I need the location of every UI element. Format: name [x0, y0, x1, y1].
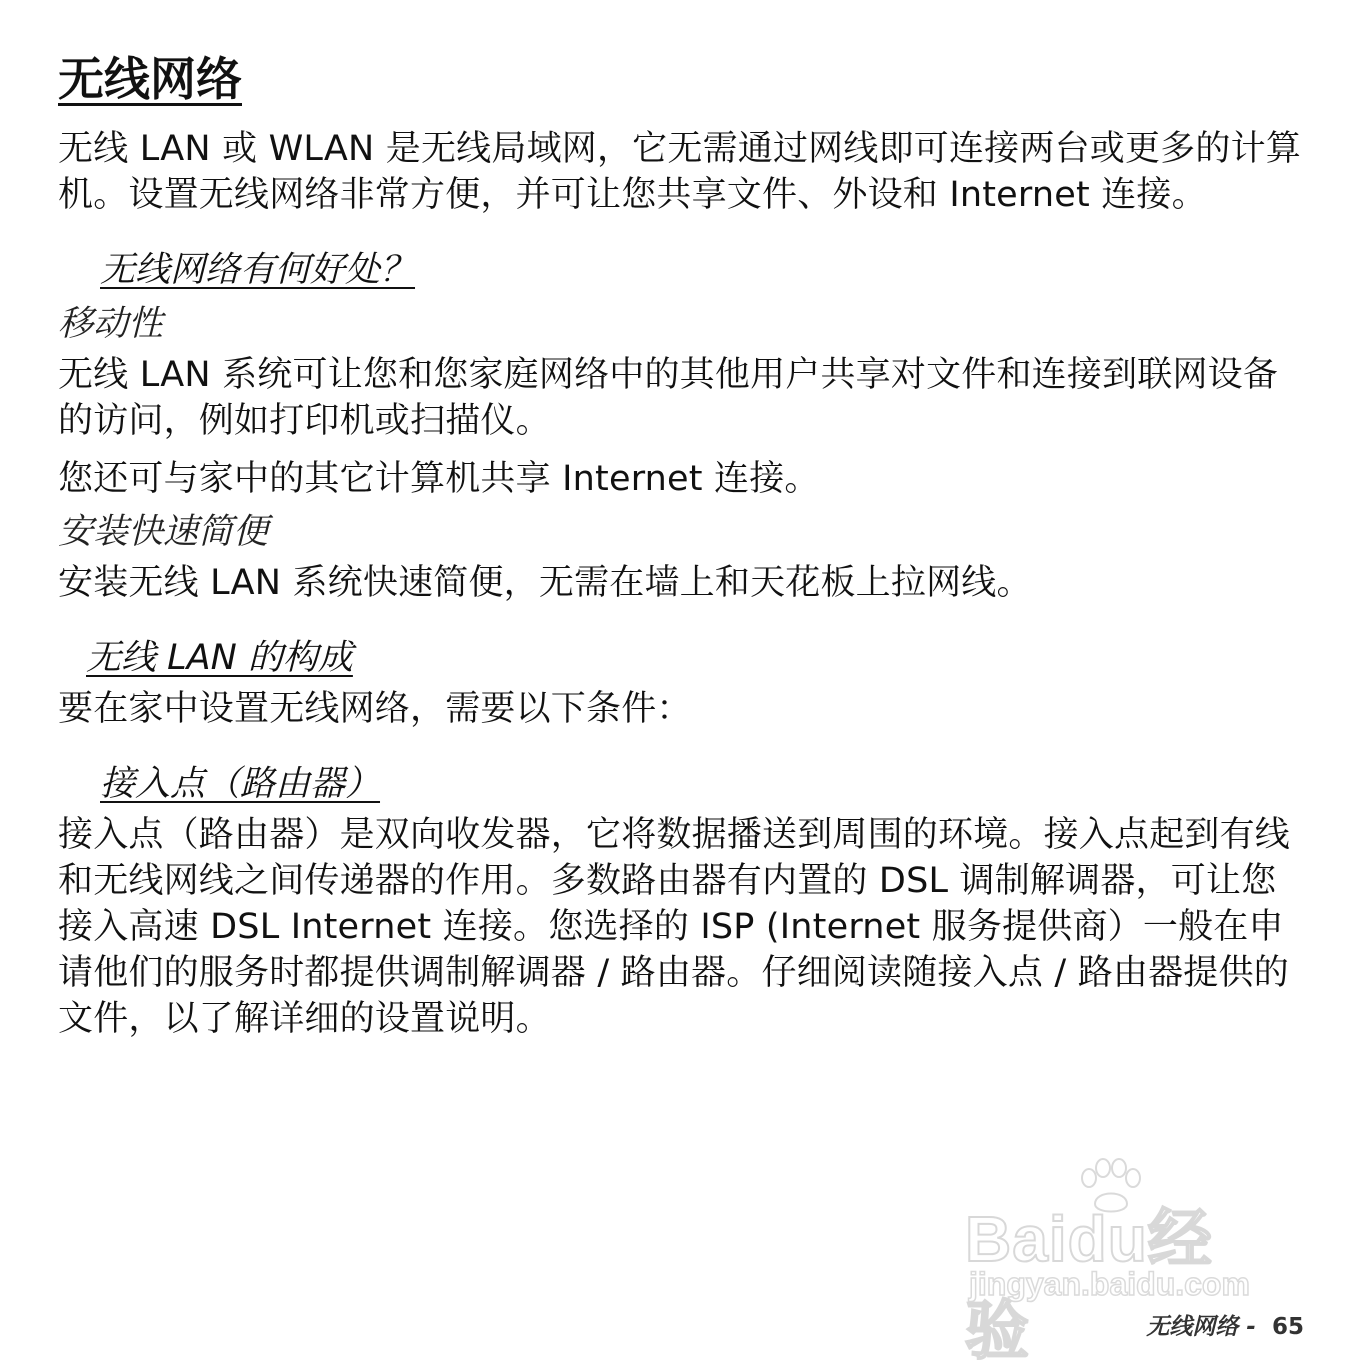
section-heading-access-point: 接入点（路由器） — [100, 764, 381, 804]
watermark-url: jingyan.baidu.com — [969, 1266, 1250, 1302]
components-intro-paragraph: 要在家中设置无线网络，需要以下条件： — [58, 689, 692, 729]
section-heading-components: 无线 LAN 的构成 — [86, 638, 353, 678]
subheading-mobility: 移动性 — [58, 304, 164, 344]
mobility-paragraph-2: 您还可与家中的其它计算机共享 Internet 连接。 — [58, 459, 820, 499]
section-components — [58, 634, 1308, 682]
intro-paragraph: 无线 LAN 或 WLAN 是无线局域网，它无需通过网线即可连接两台或更多的计算机。设置无线网络非常方便，并可让您共享文件、外设和 Internet 连接。 — [58, 129, 1301, 215]
subheading-install: 安装快速简便 — [58, 512, 269, 552]
page-title: 无线网络 — [58, 52, 242, 106]
footer-label: 无线网络 - — [1146, 1314, 1256, 1340]
section-access-point — [58, 760, 1308, 808]
page-number: 65 — [1271, 1314, 1304, 1340]
access-point-paragraph: 接入点（路由器）是双向收发器，它将数据播送到周围的环境。接入点起到有线和无线网线之间传递器的作用。多数路由器有内置的 DSL 调制解调器，可让您接入高速 DSL Internet 连接。您选择的 ISP (Internet 服务提供商）一般在申请他们的服务时都提供调制解调器 / 路由器。仔细阅读随接入点 / 路由器提供的文件，以了解详细的设置说明。 — [58, 815, 1291, 1039]
install-paragraph: 安装无线 LAN 系统快速简便，无需在墙上和天花板上拉网线。 — [58, 563, 1032, 603]
mobility-paragraph-1: 无线 LAN 系统可让您和您家庭网络中的其他用户共享对文件和连接到联网设备的访问，例如打印机或扫描仪。 — [58, 355, 1279, 441]
document-page — [58, 48, 1308, 1042]
page-footer — [1146, 1308, 1304, 1341]
section-heading-benefits: 无线网络有何好处？ — [100, 250, 416, 290]
watermark-logo: Baidu经验 — [965, 1203, 1213, 1367]
section-benefits — [58, 246, 1308, 294]
